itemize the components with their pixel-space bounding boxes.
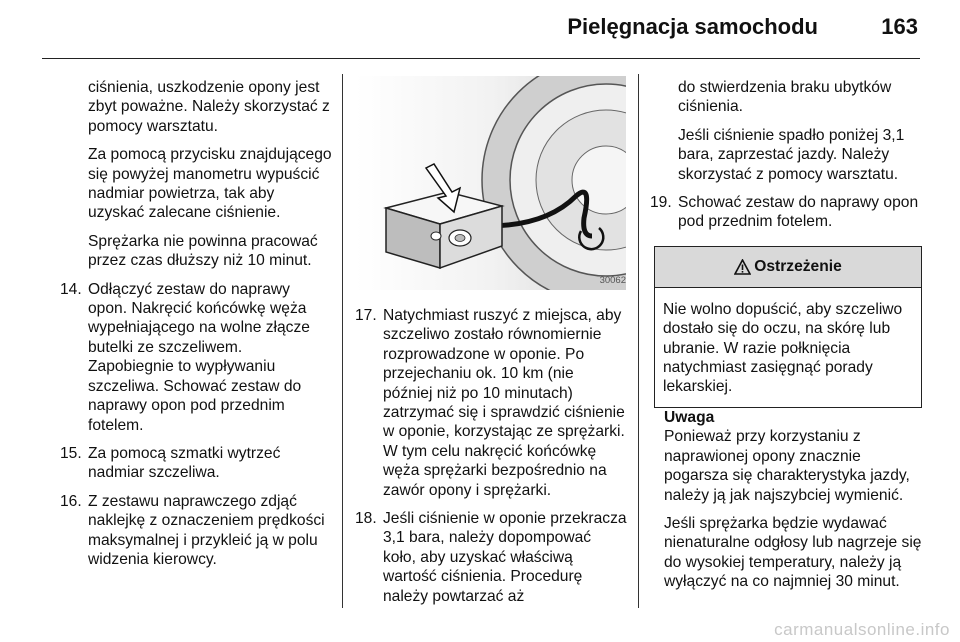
page-header-title: Pielęgnacja samochodu [567, 14, 818, 39]
warning-box [654, 246, 922, 408]
step-19 [650, 193, 922, 232]
note-paragraph: Jeśli sprężarka będzie wydawać nienaturalne odgłosy lub nagrzeje się do wysokiej temperatury, należy ją wyłączyć na co najmniej 30 minut. [664, 514, 922, 591]
column-divider-1 [342, 74, 343, 608]
warning-text: Nie wolno dopuścić, aby szczeliwo dostało się do oczu, na skórę lub ubranie. W razie połknięcia natychmiast zasięgnąć porady lekarskiej. [663, 300, 903, 396]
step-number: 18. [355, 510, 377, 528]
step-number: 19. [650, 194, 672, 212]
header-rule [42, 58, 920, 59]
warning-triangle-icon [734, 259, 751, 275]
paragraph: Za pomocą przycisku znajdującego się powyżej manometru wypuścić nadmiar powietrza, tak aby uzyskać zalecane ciśnienie. [88, 146, 332, 222]
paragraph: Jeśli ciśnienie spadło poniżej 3,1 bara, zaprzestać jazdy. Należy skorzystać z pomocy warsztatu. [678, 126, 905, 183]
warning-header [655, 247, 921, 288]
step-text: Z zestawu naprawczego zdjąć naklejkę z oznaczeniem prędkości maksymalnej i przykleić ją w polu widzenia kierowcy. [88, 492, 325, 568]
step-number: 17. [355, 307, 377, 324]
page-number: 163 [881, 14, 918, 39]
tire-compressor-drawing [356, 76, 626, 290]
note-paragraph: Ponieważ przy korzystaniu z naprawionej opony znacznie pogarsza się charakterystyka jazdy, należy ją jak najszybciej wymienić. [664, 428, 910, 504]
step-number: 15. [60, 444, 82, 462]
note-title: Uwaga [664, 408, 715, 426]
step-17 [355, 306, 627, 500]
step-18 [355, 509, 627, 606]
step-text: Natychmiast ruszyć z miejsca, aby szczeliwo zostało równomiernie rozprowadzone w oponie. Po przejechaniu ok. 10 km (nie później niż po 10 minutach) zatrzymać się i sprawdzić ciśnienie w oponie, korzystając ze sprężarki. W tym celu nakręcić końcówkę węża sprężarki bezpośrednio na zawór opony i sprężarki. [383, 307, 625, 499]
compressor-illustration [356, 76, 626, 290]
step-text: Za pomocą szmatki wytrzeć nadmiar szczeliwa. [88, 444, 281, 482]
watermark: carmanualsonline.info [774, 620, 950, 639]
paragraph: Sprężarka nie powinna pracować przez czas dłuższy niż 10 minut. [88, 232, 318, 270]
step-text: Schować zestaw do naprawy opon pod przednim fotelem. [678, 194, 919, 231]
column-middle [355, 306, 627, 615]
figure-id: 30062 [599, 275, 626, 286]
step-14 [60, 280, 332, 435]
paragraph: do stwierdzenia braku ubytków ciśnienia. [678, 79, 892, 116]
column-right [650, 78, 922, 601]
step-number: 14. [60, 280, 82, 298]
step-16 [60, 492, 332, 570]
step-number: 16. [60, 492, 82, 510]
step-text: Jeśli ciśnienie w oponie przekracza 3,1 bara, należy dopompować koło, aby uzyskać właściwą wartość ciśnienia. Procedurę należy powtarzać aż [383, 510, 627, 605]
warning-title: Ostrzeżenie [754, 258, 842, 276]
column-left [60, 78, 332, 578]
step-text: Odłączyć zestaw do naprawy opon. Nakręcić końcówkę węża wypełniającego na wolne złącze butelki ze szczeliwem. Zapobiegnie to wypływaniu szczeliwa. Schować zestaw do naprawy opon pod przednim fotelem. [88, 280, 310, 434]
column-divider-2 [638, 74, 639, 608]
paragraph: ciśnienia, uszkodzenie opony jest zbyt poważne. Należy skorzystać z pomocy warsztatu. [88, 79, 330, 135]
step-15 [60, 444, 332, 483]
